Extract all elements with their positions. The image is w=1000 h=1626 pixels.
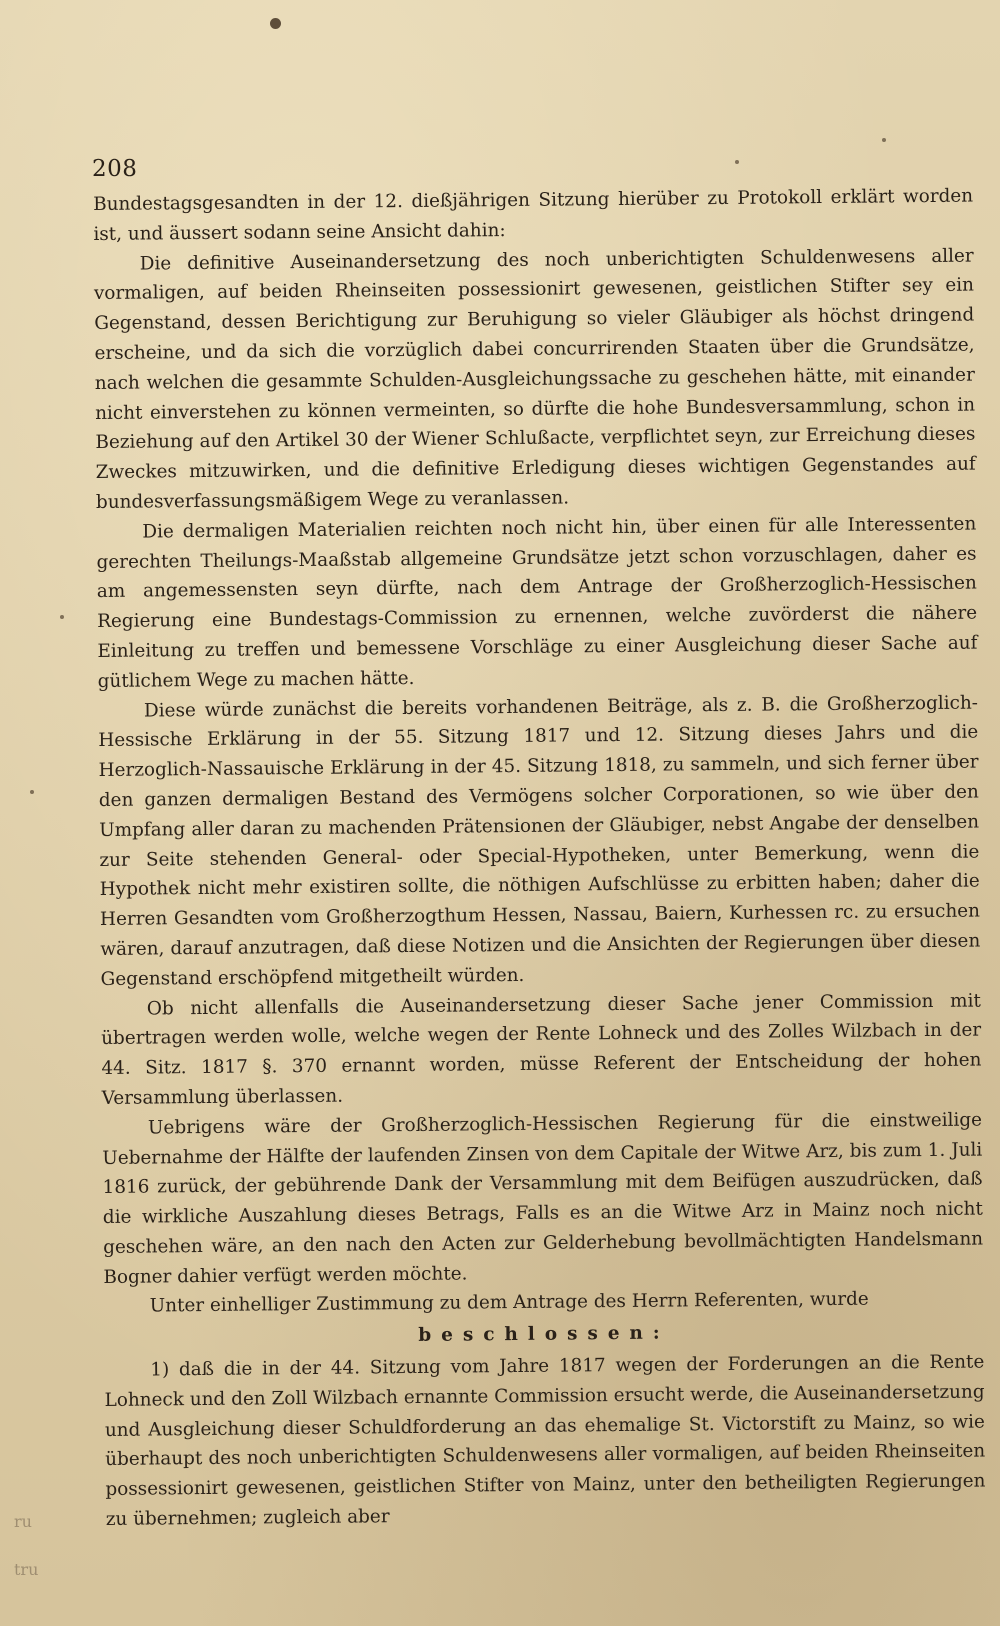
ink-blot (270, 18, 281, 29)
resolution-heading: beschlossen: (418, 1322, 670, 1347)
paragraph: Die definitive Auseinandersetzung des noch unberichtigten Schuldenwesens aller vormaligen, auf beiden Rheinseiten possessionirt gewesenen, geistlichen Stifter sey ein Gegenstand, dessen Berichtigung zur Beruhigung so vieler Gläubiger als höchst dringend erscheine, und da sich die vorzüglich dabei concurrirenden Staaten über die Grundsätze, nach welchen die gesammte Schulden-Ausgleichungssache zu geschehen hätte, mit einander nicht einverstehen zu können vermeinten, so dürfte die hohe Bundesversammlung, schon in Beziehung auf den Artikel 30 der Wiener Schlußacte, verpflichtet seyn, zur Erreichung dieses Zweckes mitzuwirken, und die definitive Erledigung dieses wichtigen Gegenstandes auf bundesverfassungsmäßigem Wege zu veranlassen. (93, 245, 976, 513)
page-text (93, 182, 986, 1535)
paragraph: Uebrigens wäre der Großherzoglich-Hessischen Regierung für die einstweilige Uebernahme der Hälfte der laufenden Zinsen von dem Capitale der Witwe Arz, bis zum 1. Juli 1816 zurück, der gebührende Dank der Versammlung mit dem Beifügen auszudrücken, daß die wirkliche Auszahlung dieses Betrags, Falls es an die Witwe Arz in Mainz noch nicht geschehen wäre, an den nach den Acten zur Gelderhebung bevollmächtigten Handelsmann Bogner dahier verfügt werden möchte. (102, 1109, 984, 1288)
page-number: 208 (92, 156, 138, 182)
paragraph: Unter einhelliger Zustimmung zu dem Antrage des Herrn Referenten, wurde (149, 1289, 869, 1317)
margin-marks (14, 1510, 38, 1582)
paragraph-continuation: Bundestagsgesandten in der 12. dießjährigen Sitzung hierüber zu Protokoll erklärt worden ist, und äussert sodann seine Ansicht dahin: (93, 185, 974, 245)
paragraph: Die dermaligen Materialien reichten noch nicht hin, über einen für alle Interessenten gerechten Theilungs-Maaßstab allgemeine Grundsätze jetzt schon vorzuschlagen, daher es am angemessensten seyn dürfte, nach dem Antrage der Großherzoglich-Hessischen Regierung eine Bundestags-Commission zu ernennen, welche zuvörderst die nähere Einleitung zu treffen und bemessene Vorschläge zu einer Ausgleichung dieser Sache auf gütlichem Wege zu machen hätte. (96, 513, 978, 692)
paragraph: 1) daß die in der 44. Sitzung vom Jahre 1817 wegen der Forderungen an die Rente Lohneck und den Zoll Wilzbach ernannte Commission ersucht werde, die Auseinandersetzung und Ausgleichung dieser Schuldforderung an das ehemalige St. Victorstift zu Mainz, so wie überhaupt des noch unberichtigten Schuldenwesens aller vormaligen, auf beiden Rheinseiten possessionirt gewesenen, geistlichen Stifter von Mainz, unter den betheiligten Regierungen zu übernehmen; zugleich aber (104, 1351, 986, 1531)
margin-mark: tru (14, 1560, 39, 1579)
paragraph: Ob nicht allenfalls die Auseinandersetzung dieser Sache jener Commission mit übertragen werden wolle, welche wegen der Rente Lohneck und des Zolles Wilzbach in der 44. Sitz. 1817 §. 370 ernannt worden, müsse Referent der Entscheidung der hohen Versammlung überlassen. (101, 990, 982, 1109)
paragraph: Diese würde zunächst die bereits vorhandenen Beiträge, als z. B. die Großherzoglich-Hessische Erklärung in der 55. Sitzung 1817 und 12. Sitzung dieses Jahrs und die Herzoglich-Nassauische Erklärung in der 45. Sitzung 1818, zu sammeln, und sich ferner über den ganzen dermaligen Bestand des Vermögens solcher Corporationen, so wie über den Umpfang aller daran zu machenden Prätensionen der Gläubiger, nebst Angabe der denselben zur Seite stehenden General- oder Special-Hypotheken, unter Bemerkung, wenn die Hypothek nicht mehr existiren sollte, die nöthigen Aufschlüsse zu erbitten haben; daher die Herren Gesandten vom Großherzogthum Hessen, Nassau, Baiern, Kurhessen rc. zu ersuchen wären, darauf anzutragen, daß diese Notizen und die Ansichten der Regierungen über diesen Gegenstand erschöpfend mitgetheilt würden. (98, 692, 981, 990)
speck (882, 138, 886, 142)
speck (735, 160, 739, 164)
speck (60, 615, 64, 619)
speck (30, 790, 34, 794)
margin-mark: ru (14, 1512, 32, 1531)
